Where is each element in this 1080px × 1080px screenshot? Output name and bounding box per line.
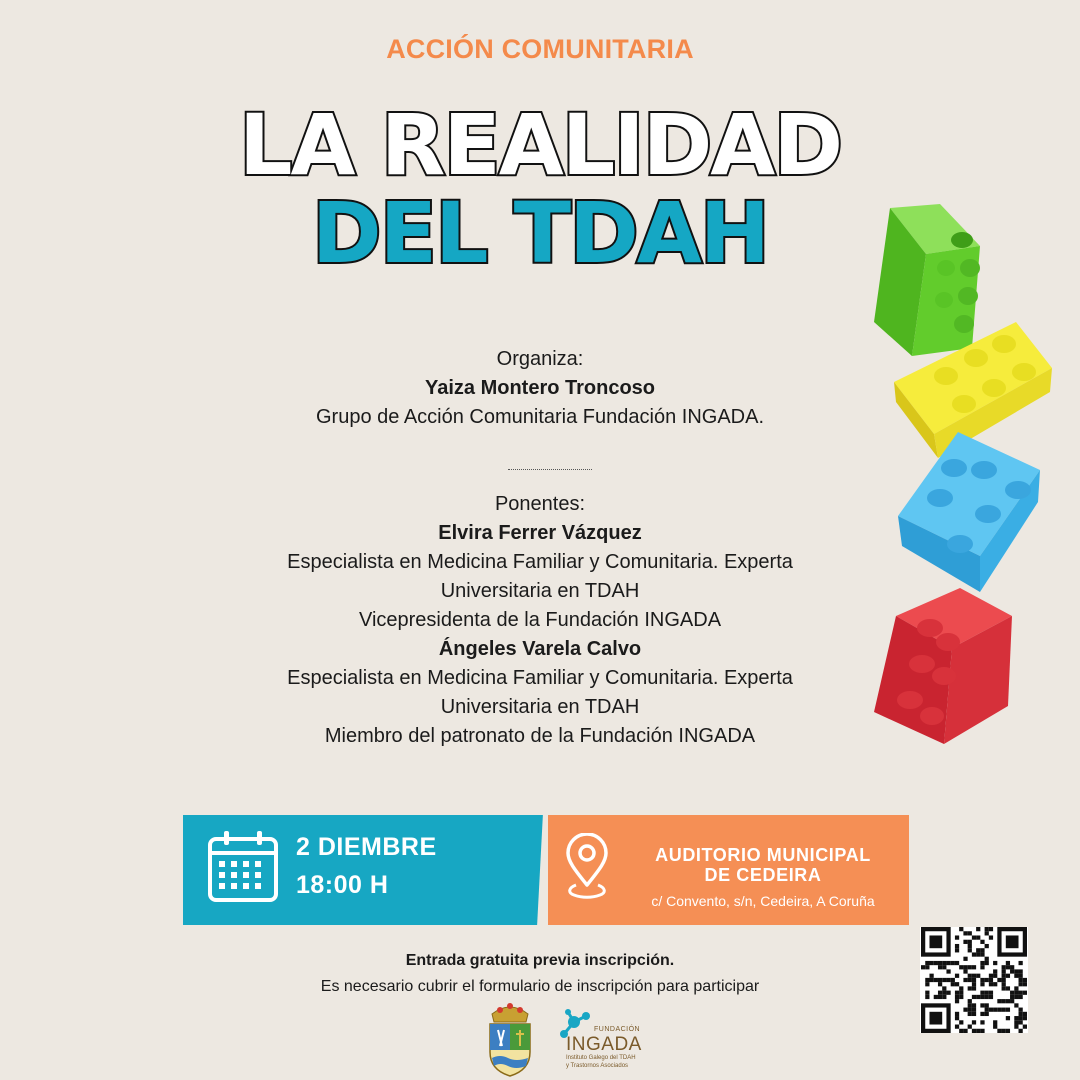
event-category: ACCIÓN COMUNITARIA xyxy=(386,34,694,64)
speaker-2-role: Universitaria en TDAH xyxy=(440,696,640,718)
organizer-name: Yaiza Montero Troncoso xyxy=(424,377,656,399)
speaker-2-role: Miembro del patronato de la Fundación INGADA xyxy=(324,725,756,747)
organizer-label: Organiza: xyxy=(496,348,584,370)
organizer-group: Grupo de Acción Comunitaria Fundación INGADA. xyxy=(316,406,764,428)
ingada-logo xyxy=(552,1008,662,1074)
speaker-1-name: Elvira Ferrer Vázquez xyxy=(438,522,642,544)
registration-note: Es necesario cubrir el formulario de inscripción para participar xyxy=(320,978,760,995)
title-line-2: DEL TDAH xyxy=(311,184,769,282)
entry-info: Entrada gratuita previa inscripción. xyxy=(405,952,675,969)
event-time: 18:00 H xyxy=(296,871,389,899)
date-panel xyxy=(183,815,543,925)
title-line-1: LA REALIDAD xyxy=(238,96,842,194)
logo-tagline: y Trastornos Asociados xyxy=(566,1063,629,1069)
calendar-icon xyxy=(207,829,279,903)
speaker-2-name: Ángeles Varela Calvo xyxy=(438,638,642,660)
qr-code-pattern xyxy=(920,927,1028,1033)
logo-subtitle: FUNDACIÓN xyxy=(594,1026,641,1033)
location-pin-icon xyxy=(564,833,610,903)
speaker-2-role: Especialista en Medicina Familiar y Comunitaria. Experta xyxy=(287,667,793,689)
logo-tagline: Instituto Galego del TDAH xyxy=(566,1055,636,1061)
logo-name: INGADA xyxy=(566,1034,642,1055)
speaker-1-role: Especialista en Medicina Familiar y Comunitaria. Experta xyxy=(287,551,793,573)
speakers-label: Ponentes: xyxy=(494,493,586,515)
section-divider xyxy=(508,469,592,470)
qr-code[interactable] xyxy=(920,927,1028,1033)
green-brick xyxy=(874,204,980,356)
coat-of-arms-logo xyxy=(484,1000,536,1078)
venue-address: c/ Convento, s/n, Cedeira, A Coruña xyxy=(651,893,875,909)
venue-name: DE CEDEIRA xyxy=(704,865,822,885)
event-date: 2 DIEMBRE xyxy=(296,833,437,861)
speaker-1-role: Universitaria en TDAH xyxy=(440,580,640,602)
speaker-1-role: Vicepresidenta de la Fundación INGADA xyxy=(358,609,722,631)
venue-name: AUDITORIO MUNICIPAL xyxy=(655,845,871,865)
venue-panel xyxy=(548,815,909,925)
